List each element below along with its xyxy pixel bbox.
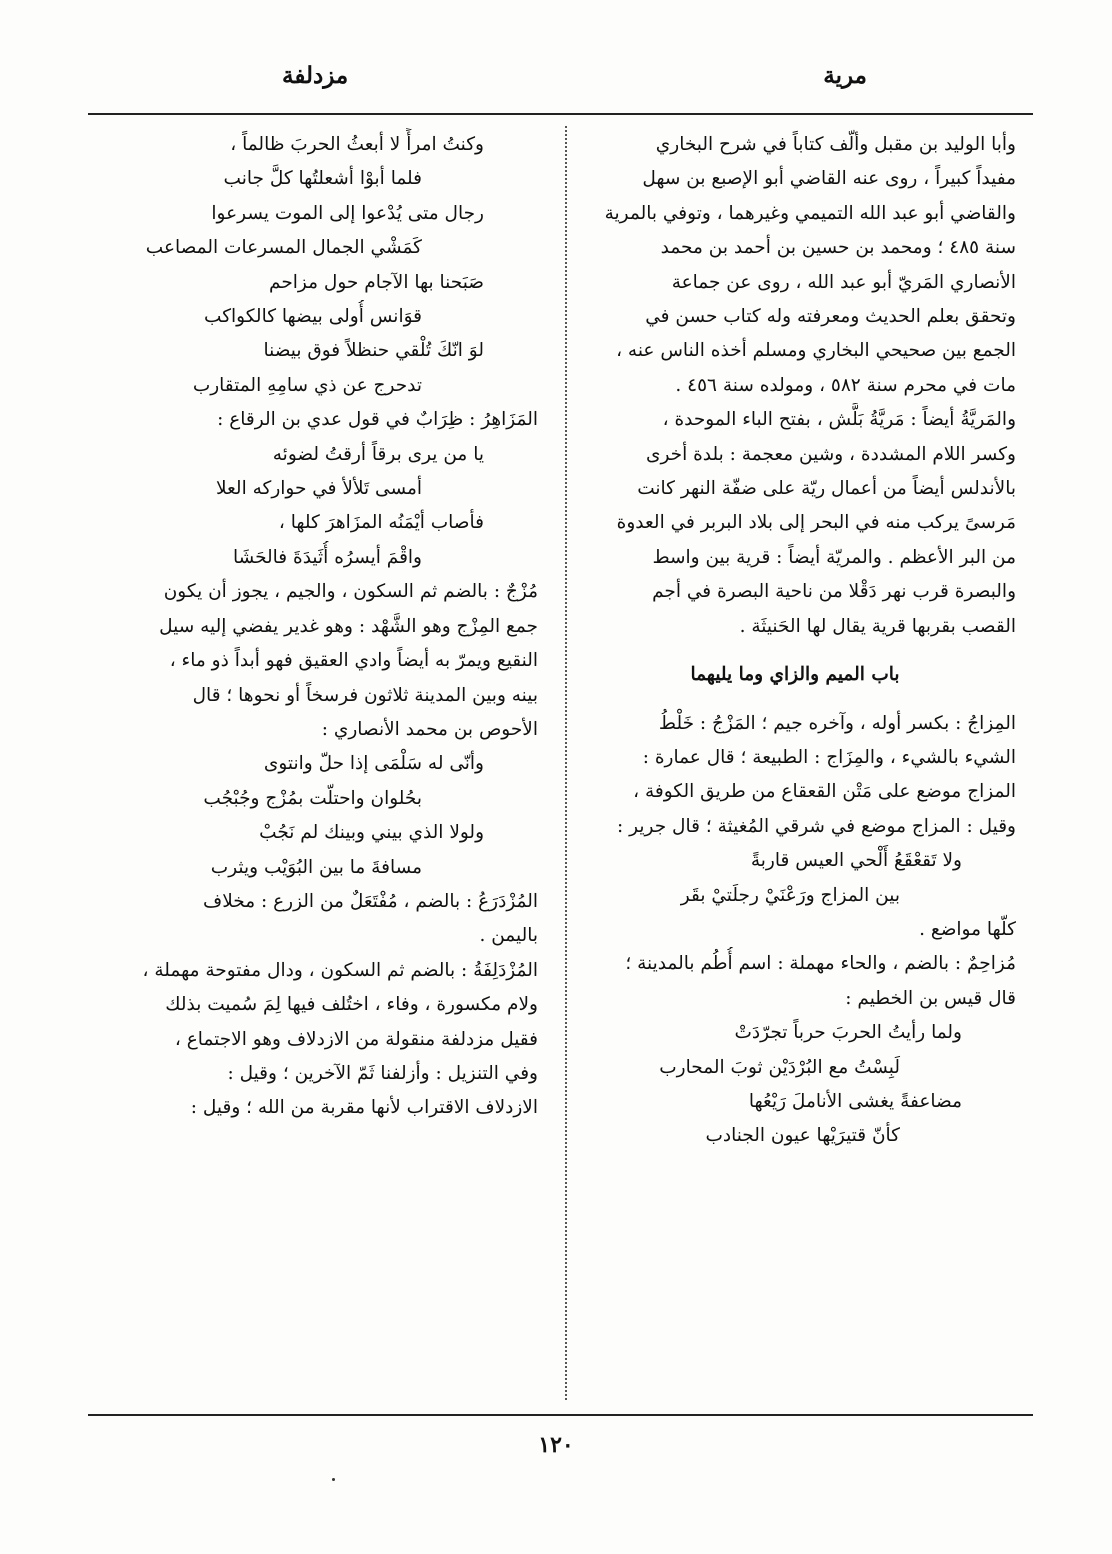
verse-line: كأنّ قتيرَيْها عيون الجنادب: [705, 1125, 900, 1147]
entry-line: المَزَاهِرُ : ظِرَابٌ في قول عدي بن الرقاع :: [217, 409, 538, 431]
text-line: بالأندلس أيضاً من أعمال ريّة على ضفّة النهر كانت: [637, 478, 1016, 500]
verse-line: قوَانس أُولى بيضها كالكواكب: [204, 306, 422, 328]
verse-line: ولولا الذي بيني وبينك لم نَجُبْ: [259, 822, 484, 844]
verse-line: فأصاب أيْمَنُه المزَاهرَ كلها ،: [278, 512, 484, 534]
entry-line: وفي التنزيل : وأزلفنا ثَمّ الآخرين ؛ وقيل :: [227, 1062, 538, 1084]
entry-line: مُزاحِمٌ : بالضم ، والحاء مهملة : اسم أُطُم بالمدينة ؛: [625, 953, 1016, 975]
left-column: [98, 128, 538, 1126]
entry-line: النقيع ويمرّ به أيضاً وادي العقيق فهو أبداً ذو ماء ،: [169, 650, 538, 672]
text-line: وتحقق بعلم الحديث ومعرفته وله كتاب حسن في: [645, 306, 1016, 328]
verse-line: ولا تَقعْقَعُ أَلْحي العيس قاربةً: [750, 850, 962, 872]
text-line: وكسر اللام المشددة ، وشين معجمة : بلدة أخرى: [645, 443, 1016, 465]
text-line: والمَريَّةُ أيضاً : مَريَّةُ بَلَّش ، بفتح الباء الموحدة ،: [662, 409, 1016, 431]
entry-line: الشيء بالشيء ، والمِزَاج : الطبيعة ؛ قال عمارة :: [642, 746, 1016, 768]
entry-line: باليمن .: [479, 925, 538, 947]
verse-line: كَمَشْي الجمال المسرعات المصاعب: [145, 237, 422, 259]
entry-line: المزاج موضع على مَتْن القعقاع من طريق الكوفة ،: [633, 781, 1016, 803]
text-line: سنة ٤٨٥ ؛ ومحمد بن حسين بن أحمد بن محمد: [660, 237, 1016, 259]
verse-line: وأنّى له سَلْمَى إذا حلّ وانتوى: [263, 753, 484, 775]
verse-line: مسافةَ ما بين البُوَيْب ويثرب: [210, 856, 422, 878]
text-line: القصب بقربها قرية يقال لها الحَنيثَة .: [739, 615, 1016, 637]
running-header-right: مرية: [823, 62, 867, 89]
scan-speck: [332, 1478, 335, 1481]
entry-line: مُزْجٌ : بالضم ثم السكون ، والجيم ، يجوز أن يكون: [163, 581, 538, 603]
verse-line: واقْمَ أيسرُه أُثَيدَةَ فالحَشَا: [232, 546, 422, 568]
text-line: من البر الأعظم . والمريّة أيضاً : قرية بين واسط: [652, 546, 1016, 568]
header-rule: [88, 113, 1033, 115]
page-number: ١٢٠: [538, 1432, 574, 1458]
verse-line: يا من يرى برقاً أرقتُ لضوئه: [272, 443, 484, 465]
verse-line: رجال متى يُدْعوا إلى الموت يسرعوا: [211, 202, 484, 224]
verse-line: ولما رأيتُ الحربَ حرباً تجرّدَتْ: [734, 1022, 962, 1044]
verse-line: مضاعفةً يغشى الأناملَ رَيْعُها: [748, 1090, 962, 1112]
text-line: الأنصاري المَريّ أبو عبد الله ، روى عن جماعة: [671, 271, 1016, 293]
section-heading: باب الميم والزاي وما يليهما: [690, 664, 900, 686]
text-line: مات في محرم سنة ٥٨٢ ، ومولده سنة ٤٥٦ .: [675, 374, 1016, 396]
entry-line: المُزْدَرَعُ : بالضم ، مُفْتَعَلٌ من الزرع : مخلاف: [203, 890, 538, 912]
verse-line: أمسى تَلألأ في حواركه العلا: [215, 478, 422, 500]
text-line: والقاضي أبو عبد الله التميمي وغيرهما ، وتوفي بالمرية: [604, 202, 1016, 224]
entry-line: كلّها مواضع .: [919, 918, 1016, 940]
text-line: مفيداً كبيراً ، روى عنه القاضي أبو الإصبع بن سهل: [642, 168, 1016, 190]
running-header-left: مزدلفة: [282, 62, 349, 89]
verse-line: لَبِسْتُ مع البُرْدَيْن ثوبَ المحارب: [659, 1056, 900, 1078]
entry-line: جمع المِزْج وهو الشَّهْد : وهو غدير يفضي إليه سيل: [159, 615, 538, 637]
text-line: مَرسىً يركب منه في البحر إلى بلاد البربر في العدوة: [616, 512, 1016, 534]
entry-line: وقيل : المزاج موضع في شرقي المُغيثة ؛ قال جرير :: [617, 815, 1016, 837]
verse-line: لوَ انّكَ تُلْقي حنظلاً فوق بيضنا: [263, 340, 484, 362]
verse-line: فلما أبوْا أشعلتُها كلَّ جانب: [223, 168, 422, 190]
text-line: وأبا الوليد بن مقبل وألّف كتاباً في شرح البخاري: [655, 134, 1016, 155]
entry-line: الأحوص بن محمد الأنصاري :: [321, 718, 538, 740]
verse-line: تدحرج عن ذي سامِهِ المتقارب: [192, 374, 422, 396]
entry-line: فقيل مزدلفة منقولة من الازدلاف وهو الاجتماع ،: [174, 1028, 538, 1050]
text-line: والبصرة قرب نهر دَقْلا من ناحية البصرة في أجم: [652, 581, 1016, 603]
entry-line: الازدلاف الاقتراب لأنها مقربة من الله ؛ وقيل :: [190, 1097, 538, 1119]
entry-line: بينه وبين المدينة ثلاثون فرسخاً أو نحوها ؛ قال: [192, 684, 538, 706]
entry-line: المُزْدَلِفَةُ : بالضم ثم السكون ، ودال مفتوحة مهملة ،: [142, 959, 538, 981]
entry-line: المِزاجُ : بكسر أوله ، وآخره جيم ؛ المَزْجُ : خَلْطُ: [658, 712, 1016, 734]
column-divider: [565, 126, 567, 1400]
verse-line: بين المزاج ورَعْنَيْ رجلَتيْ بقَر: [680, 884, 900, 906]
footer-rule: [88, 1414, 1033, 1416]
entry-line: قال قيس بن الخطيم :: [845, 987, 1016, 1009]
verse-line: صَبَحنا بها الآجام حول مزاحم: [269, 271, 484, 293]
entry-line: ولام مكسورة ، وفاء ، اختُلف فيها لِمَ سُميت بذلك: [165, 994, 538, 1016]
verse-line: بحُلوان واحتلّت بمُزْج وجُبْجُب: [203, 787, 422, 809]
text-line: الجمع بين صحيحي البخاري ومسلم أخذه الناس عنه ،: [616, 340, 1016, 362]
verse-line: وكنتُ امرأً لا أبعثُ الحربَ ظالماً ،: [230, 134, 484, 155]
right-column: [574, 128, 1016, 1154]
